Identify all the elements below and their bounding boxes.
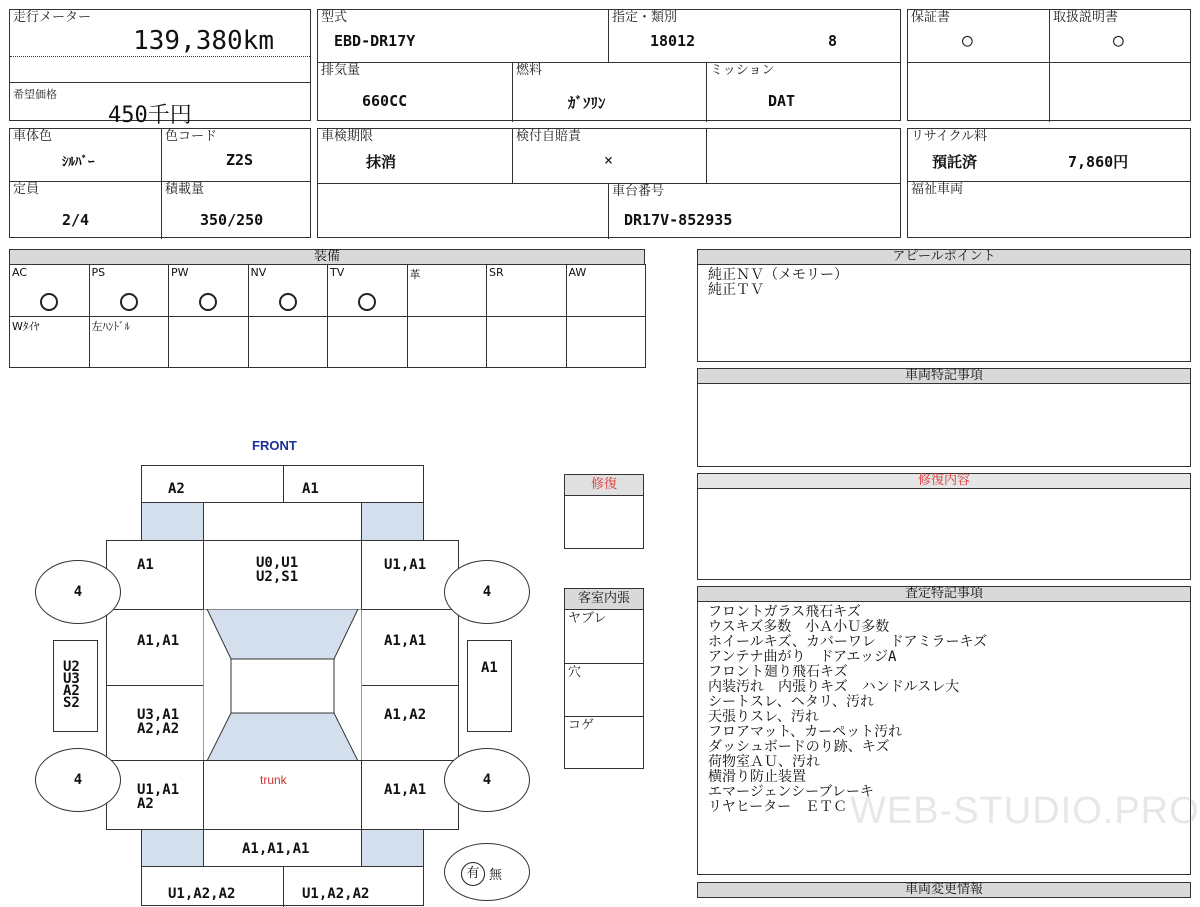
displacement-label: 排気量 (321, 63, 361, 78)
equipment-cell-row2-5 (407, 316, 488, 368)
warranty-value: ○ (962, 30, 973, 51)
door-rr-value: A1,A2 (384, 707, 427, 723)
side-panel-right-value: A1 (481, 660, 498, 676)
tire-fl: 4 (35, 560, 121, 624)
hood-value: U0,U1 U2,S1 (256, 555, 299, 585)
recycle-block (907, 128, 1191, 238)
inspection-value: 抹消 (366, 153, 397, 171)
inspection-block (317, 128, 901, 238)
equipment-label: PS (91, 266, 106, 279)
equipment-cell-6 (486, 264, 567, 317)
door-rl-value: U3,A1 A2,A2 (137, 707, 180, 737)
assessment-title: 査定特記事項 (697, 586, 1191, 602)
equipment-cell-1 (89, 264, 170, 317)
assessment-box (697, 601, 1191, 875)
interior-item-burn: コゲ (568, 718, 595, 733)
mileage-price-box (9, 9, 311, 128)
quarter-rr (361, 760, 459, 830)
watermark: WEB-STUDIO.PRO (850, 790, 1200, 832)
door-rl (106, 685, 204, 761)
equipped-mark-icon (358, 293, 376, 311)
warranty-label: 保証書 (911, 10, 951, 25)
pillar-rr (361, 829, 424, 867)
trunk-label: trunk (260, 773, 287, 787)
equipment-label: TV (330, 266, 345, 279)
hood (203, 540, 362, 610)
pillar-fr (361, 502, 424, 541)
equipment-cell-2 (168, 264, 249, 317)
appeal-title: アピールポイント (697, 249, 1191, 265)
door-fl-value: A1,A1 (137, 633, 180, 649)
equipment-label: Wﾀｲﾔ (12, 320, 40, 333)
front-bumper (141, 465, 424, 503)
equipped-mark-icon (120, 293, 138, 311)
equipment-cell-5 (407, 264, 488, 317)
recycle-value: 預託済 (932, 153, 978, 171)
rear-panel (203, 829, 362, 867)
equipment-cell-row2-6 (486, 316, 567, 368)
fuel-value: ｶﾞｿﾘﾝ (568, 94, 606, 112)
recycle-label: リサイクル料 (911, 129, 988, 144)
mileage-value: 139,380km (133, 26, 274, 56)
model-block (317, 9, 901, 121)
spare-no: 無 (489, 868, 503, 883)
interior-title: 客室内張 (564, 588, 644, 610)
mission-value: DAT (768, 92, 796, 110)
spare-tire-indicator (444, 843, 530, 901)
front-bumper-right: A1 (302, 481, 319, 497)
rear-bumper-right-value: U1,A2,A2 (302, 886, 370, 902)
appeal-box (697, 264, 1191, 362)
door-rr (361, 685, 459, 761)
roof-diagram (203, 609, 362, 761)
vehicle-notes-box (697, 383, 1191, 467)
interior-item-hole: 穴 (568, 665, 582, 680)
equipment-cell-row2-4 (327, 316, 408, 368)
vehicle-notes-title: 車両特記事項 (697, 368, 1191, 384)
load-label: 積載量 (165, 182, 205, 197)
pillar-fl (141, 502, 204, 541)
equipment-cell-row2-2 (168, 316, 249, 368)
repair-small-box (564, 495, 644, 549)
price-label: 希望価格 (13, 88, 57, 101)
designation-value-2: 8 (828, 32, 838, 50)
appeal-text: 純正ＮＶ（メモリー） 純正ＴＶ (708, 267, 848, 298)
equipment-label: PW (171, 266, 189, 279)
insurance-label: 検付自賠責 (516, 129, 582, 144)
equipment-cell-4 (327, 264, 408, 317)
front-label: FRONT (252, 438, 297, 453)
displacement-value: 660CC (362, 92, 408, 110)
door-fl (106, 609, 204, 686)
insurance-value: × (604, 151, 614, 169)
designation-label: 指定・類別 (612, 10, 678, 25)
interior-item-tear: ヤブレ (568, 611, 607, 626)
quarter-rr-value: A1,A1 (384, 782, 427, 798)
color-label: 車体色 (13, 129, 53, 144)
colorcode-label: 色コード (165, 129, 218, 144)
side-panel-left (53, 640, 98, 732)
chassis-value: DR17V-852935 (624, 211, 733, 229)
door-fr (361, 609, 459, 686)
model-value: EBD-DR17Y (334, 32, 416, 50)
front-bumper-left: A2 (168, 481, 185, 497)
tire-rl: 4 (35, 748, 121, 812)
warranty-block (907, 9, 1191, 121)
color-value: ｼﾙﾊﾞｰ (62, 155, 95, 170)
equipment-cell-row2-1 (89, 316, 170, 368)
quarter-rl (106, 760, 204, 830)
windshield-area (203, 502, 362, 541)
repair-content-title: 修復内容 (697, 473, 1191, 489)
equipment-cell-row2-7 (566, 316, 647, 368)
designation-value: 18012 (650, 32, 696, 50)
tire-rr: 4 (444, 748, 530, 812)
equipment-cell-row2-3 (248, 316, 329, 368)
change-info-title: 車両変更情報 (697, 882, 1191, 898)
spare-yes: 有 (461, 862, 485, 886)
mileage-label: 走行メーター (13, 10, 92, 25)
load-value: 350/250 (200, 211, 264, 229)
tire-fr: 4 (444, 560, 530, 624)
pillar-rl (141, 829, 204, 867)
capacity-value: 2/4 (62, 211, 90, 229)
fuel-label: 燃料 (516, 63, 543, 78)
quarter-rl-value: U1,A1 A2 (137, 782, 180, 812)
door-fr-value: A1,A1 (384, 633, 427, 649)
equipment-label: AW (568, 266, 587, 279)
equipped-mark-icon (40, 293, 58, 311)
capacity-label: 定員 (13, 182, 40, 197)
color-block (9, 128, 311, 238)
assessment-text: フロントガラス飛石キズ ウスキズ多数 小Ａ小Ｕ多数 ホイールキズ、カバーワレ ドアミラーキズ アンテナ曲がり ドアエッジA フロント廻り飛石キズ 内装汚れ 内張りキズ ハンドルスレ大 シートスレ、ヘタリ、汚れ 天張りスレ、汚れ フロアマット、カーペット汚れ ダッシュボードのり跡、キズ 荷物室ＡＵ、汚れ 横滑り防止装置 エマージェンシーブレーキ リヤヒーター ＥＴＣ (708, 604, 988, 815)
equipment-cell-7 (566, 264, 647, 317)
side-panel-left-value: U2 U3 A2 S2 (63, 659, 80, 711)
model-label: 型式 (321, 10, 348, 25)
equipment-label: AC (12, 266, 28, 279)
chassis-label: 車台番号 (612, 184, 665, 199)
equipped-mark-icon (199, 293, 217, 311)
rear-bumper-left-value: U1,A2,A2 (168, 886, 236, 902)
repair-content-box (697, 488, 1191, 580)
welfare-label: 福祉車両 (911, 182, 964, 197)
fender-fr-value: U1,A1 (384, 557, 427, 573)
manual-label: 取扱説明書 (1053, 10, 1119, 25)
interior-box (564, 609, 644, 769)
rear-bumper (141, 866, 424, 906)
equipment-label: 革 (409, 268, 421, 281)
equipment-cell-0 (9, 264, 90, 317)
repair-small-title: 修復 (564, 474, 644, 496)
fender-fl (106, 540, 204, 610)
equipment-title: 装備 (9, 249, 645, 265)
equipment-label: SR (489, 266, 504, 279)
inspection-label: 車検期限 (321, 129, 374, 144)
manual-value: ○ (1113, 30, 1124, 51)
fender-fl-value: A1 (137, 557, 154, 573)
mission-label: ミッション (710, 63, 775, 78)
colorcode-value: Z2S (226, 151, 254, 169)
equipment-label: NV (250, 266, 267, 279)
equipment-cell-row2-0 (9, 316, 90, 368)
equipment-label: 左ﾊﾝﾄﾞﾙ (91, 320, 130, 333)
equipment-grid (9, 264, 645, 368)
recycle-amount: 7,860円 (1068, 153, 1129, 171)
equipment-cell-3 (248, 264, 329, 317)
trunk-lid (203, 760, 362, 830)
price-value: 450千円 (108, 103, 192, 128)
side-panel-right (467, 640, 512, 732)
equipped-mark-icon (279, 293, 297, 311)
rear-panel-value: A1,A1,A1 (242, 841, 310, 857)
